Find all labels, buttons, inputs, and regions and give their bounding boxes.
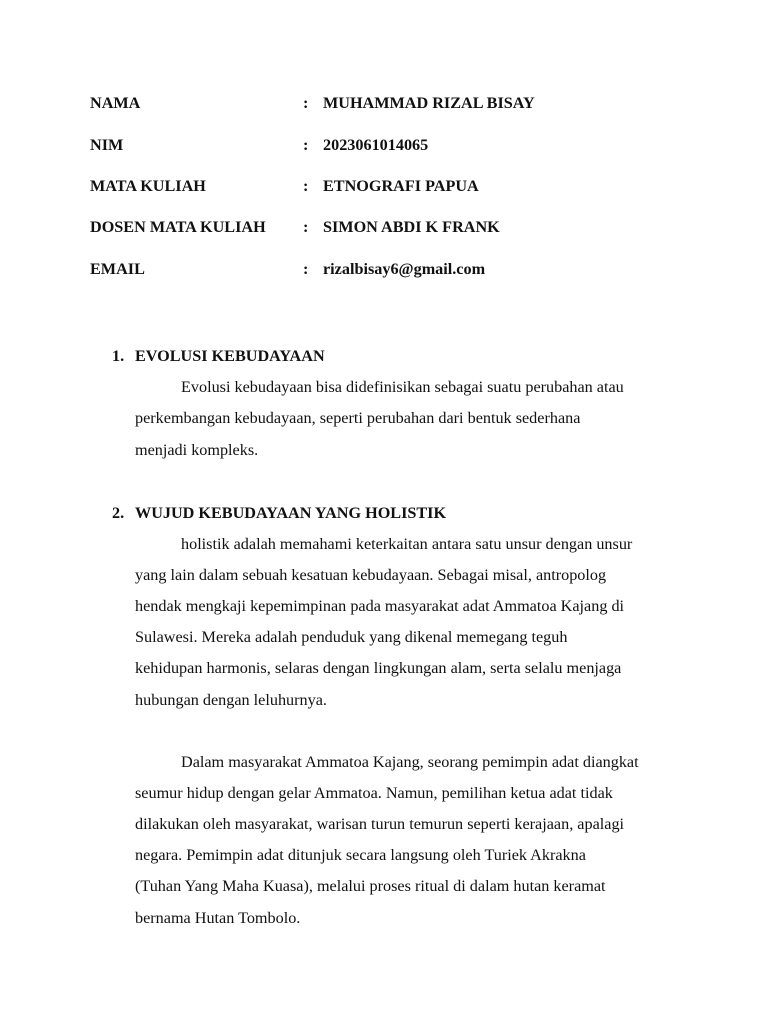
section-number: 2. bbox=[112, 504, 125, 522]
info-colon: : bbox=[303, 94, 309, 112]
paragraph-line: kehidupan harmonis, selaras dengan lingkungan alam, serta selalu menjaga bbox=[135, 659, 622, 677]
info-colon: : bbox=[303, 177, 309, 195]
section-wujud-kebudayaan-holistik bbox=[90, 504, 690, 944]
section-title: WUJUD KEBUDAYAAN YANG HOLISTIK bbox=[135, 504, 447, 522]
info-label: EMAIL bbox=[90, 260, 145, 278]
info-colon: : bbox=[303, 218, 309, 236]
info-value: ETNOGRAFI PAPUA bbox=[323, 177, 479, 195]
info-value: rizalbisay6@gmail.com bbox=[323, 260, 486, 278]
paragraph-line: hubungan dengan leluhurnya. bbox=[135, 691, 327, 709]
paragraph-line: Dalam masyarakat Ammatoa Kajang, seorang pemimpin adat diangkat bbox=[181, 753, 639, 771]
info-label: NIM bbox=[90, 136, 124, 154]
paragraph-line: (Tuhan Yang Maha Kuasa), melalui proses ritual di dalam hutan keramat bbox=[135, 877, 606, 895]
paragraph-line: menjadi kompleks. bbox=[135, 441, 259, 459]
paragraph-line: bernama Hutan Tombolo. bbox=[135, 909, 301, 927]
info-label: DOSEN MATA KULIAH bbox=[90, 218, 266, 236]
paragraph-line: hendak mengkaji kepemimpinan pada masyarakat adat Ammatoa Kajang di bbox=[135, 597, 625, 615]
info-colon: : bbox=[303, 136, 309, 154]
section-evolusi-kebudayaan bbox=[90, 347, 690, 477]
info-label: NAMA bbox=[90, 94, 141, 112]
info-value: SIMON ABDI K FRANK bbox=[323, 218, 500, 236]
paragraph-line: perkembangan kebudayaan, seperti perubahan dari bentuk sederhana bbox=[135, 409, 581, 427]
paragraph-line: yang lain dalam sebuah kesatuan kebudayaan. Sebagai misal, antropolog bbox=[135, 566, 607, 584]
paragraph-line: seumur hidup dengan gelar Ammatoa. Namun, pemilihan ketua adat tidak bbox=[135, 784, 613, 802]
info-colon: : bbox=[303, 260, 309, 278]
paragraph-line: holistik adalah memahami keterkaitan antara satu unsur dengan unsur bbox=[181, 535, 633, 553]
section-title: EVOLUSI KEBUDAYAAN bbox=[135, 347, 325, 365]
paragraph-line: negara. Pemimpin adat ditunjuk secara langsung oleh Turiek Akrakna bbox=[135, 846, 586, 864]
info-value: 2023061014065 bbox=[323, 136, 429, 154]
info-label: MATA KULIAH bbox=[90, 177, 206, 195]
paragraph-line: dilakukan oleh masyarakat, warisan turun temurun seperti kerajaan, apalagi bbox=[135, 815, 625, 833]
paragraph-line: Sulawesi. Mereka adalah penduduk yang dikenal memegang teguh bbox=[135, 628, 568, 646]
section-number: 1. bbox=[112, 347, 125, 365]
info-value: MUHAMMAD RIZAL BISAY bbox=[323, 94, 535, 112]
paragraph-line: Evolusi kebudayaan bisa didefinisikan sebagai suatu perubahan atau bbox=[181, 378, 624, 396]
